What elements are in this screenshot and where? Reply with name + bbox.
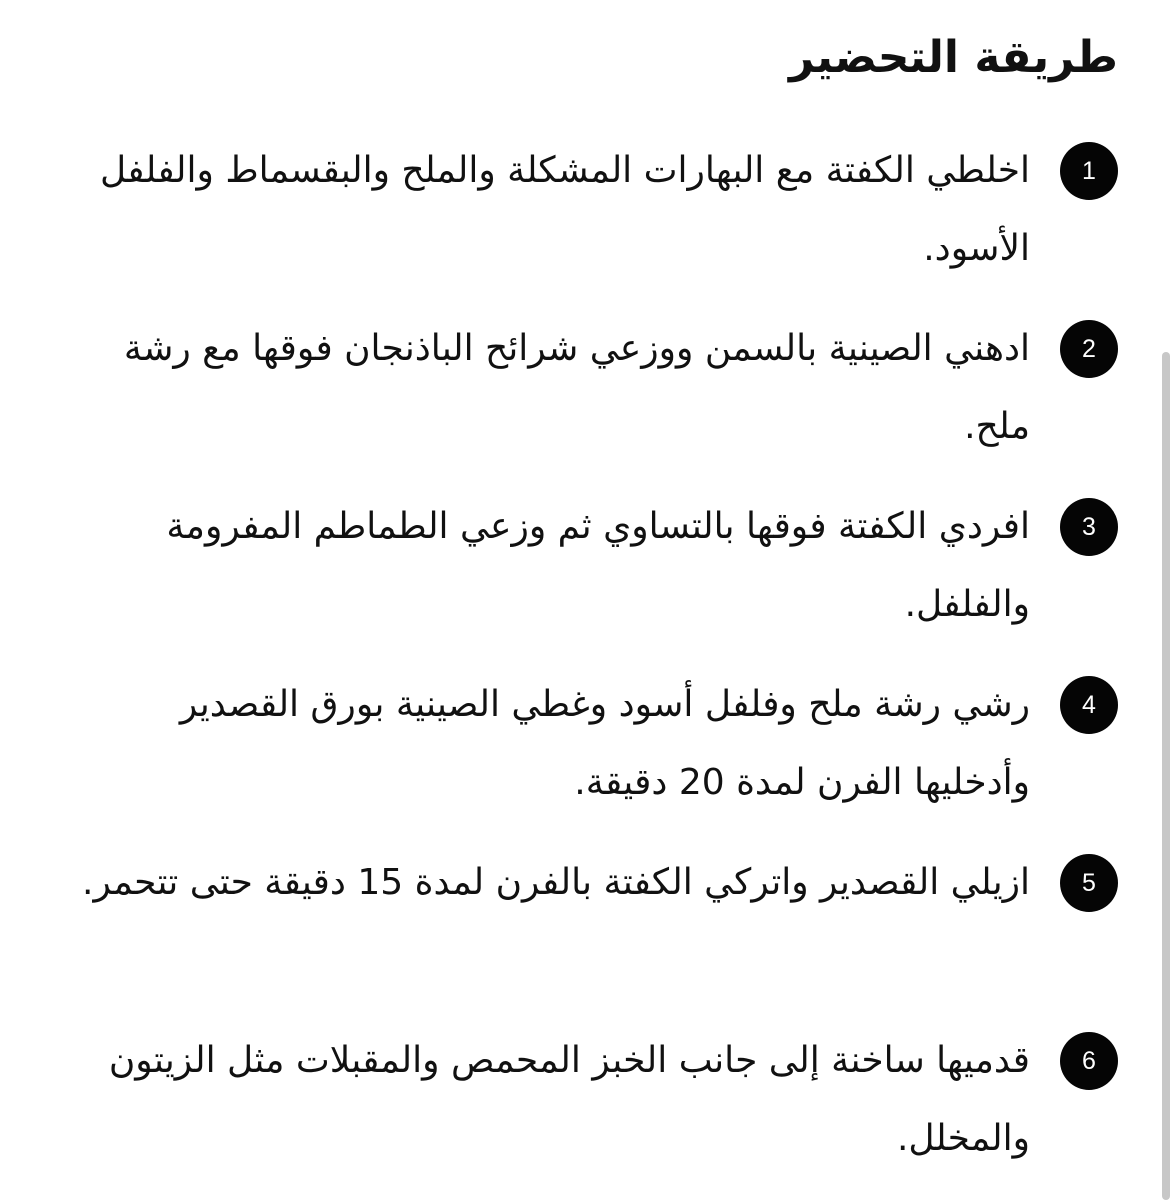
step-text: رشي رشة ملح وفلفل أسود وغطي الصينية بورق القصدير وأدخليها الفرن لمدة 20 دقيقة. <box>179 684 1030 803</box>
step-text: ادهني الصينية بالسمن ووزعي شرائح الباذنجان فوقها مع رشة ملح. <box>123 328 1030 447</box>
step-number-badge: 2 <box>1060 320 1118 378</box>
step-text: قدميها ساخنة إلى جانب الخبز المحمص والمقبلات مثل الزيتون والمخلل. <box>108 1040 1030 1159</box>
preparation-step-3 <box>78 488 1118 666</box>
preparation-step-1 <box>78 132 1118 310</box>
step-number-badge: 4 <box>1060 676 1118 734</box>
preparation-step-4 <box>78 666 1118 844</box>
step-text: افردي الكفتة فوقها بالتساوي ثم وزعي الطماطم المفرومة والفلفل. <box>166 506 1030 625</box>
step-number-badge: 5 <box>1060 854 1118 912</box>
preparation-steps-list <box>78 132 1118 1200</box>
vertical-scrollbar[interactable] <box>1160 0 1172 1200</box>
step-text: ازيلي القصدير واتركي الكفتة بالفرن لمدة 15 دقيقة حتى تتحمر. <box>82 862 1030 903</box>
step-text: اخلطي الكفتة مع البهارات المشكلة والملح والبقسماط والفلفل الأسود. <box>99 150 1030 269</box>
preparation-step-2 <box>78 310 1118 488</box>
step-number-badge: 1 <box>1060 142 1118 200</box>
scrollbar-thumb[interactable] <box>1162 352 1170 1200</box>
step-number-badge: 3 <box>1060 498 1118 556</box>
step-number-badge: 6 <box>1060 1032 1118 1090</box>
preparation-title: طريقة التحضير <box>789 32 1118 83</box>
preparation-step-5 <box>78 844 1118 1022</box>
preparation-step-6 <box>78 1022 1118 1200</box>
